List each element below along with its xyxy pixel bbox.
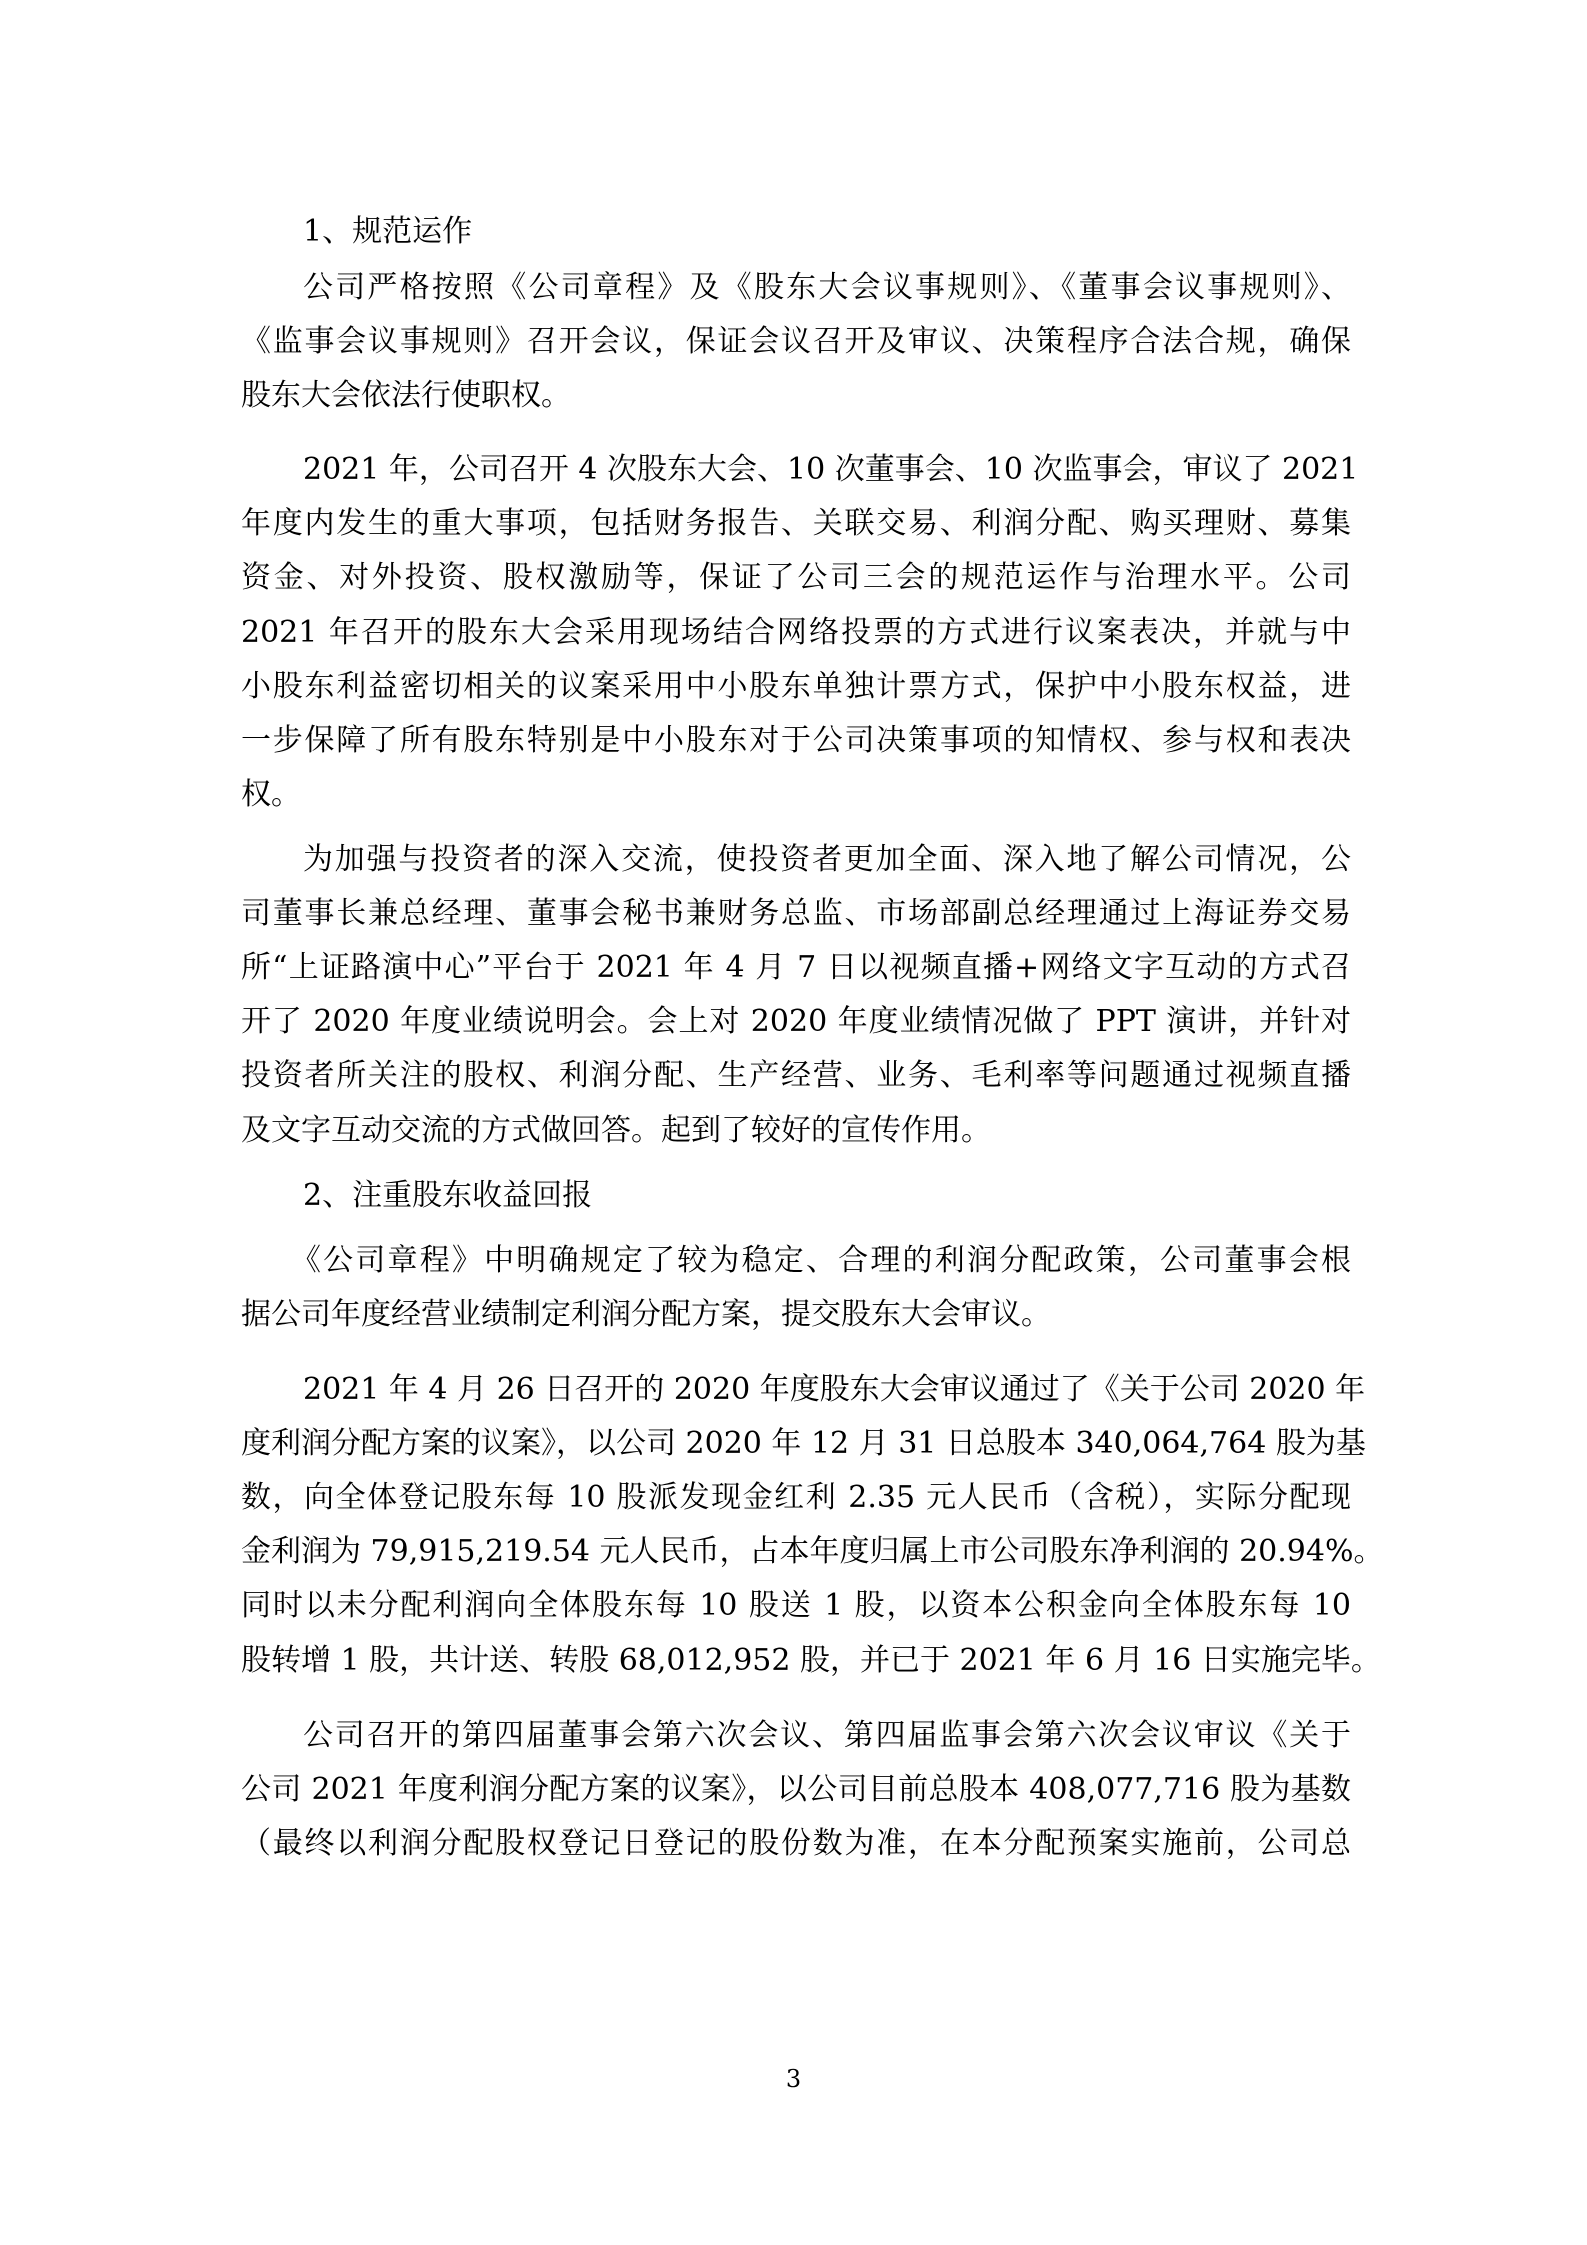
paragraph-line: 2021 年 4 月 26 日召开的 2020 年度股东大会审议通过了《关于公司 2020 年 — [303, 1372, 1366, 1407]
paragraph-line: 开了 2020 年度业绩说明会。会上对 2020 年度业绩情况做了 PPT 演讲，并针对 — [241, 1004, 1351, 1039]
paragraph-line: 投资者所关注的股权、利润分配、生产经营、业务、毛利率等问题通过视频直播 — [241, 1058, 1351, 1093]
paragraph-line: 同时以未分配利润向全体股东每 10 股送 1 股，以资本公积金向全体股东每 10 — [241, 1588, 1351, 1623]
section-heading-2: 2、注重股东收益回报 — [303, 1178, 593, 1213]
paragraph-line: 金利润为 79,915,219.54 元人民币，占本年度归属上市公司股东净利润的 20.94%。 — [241, 1534, 1384, 1569]
paragraph-line: 权。 — [241, 777, 301, 812]
paragraph-line: 年度内发生的重大事项，包括财务报告、关联交易、利润分配、购买理财、募集 — [241, 506, 1351, 541]
paragraph-line: 据公司年度经营业绩制定利润分配方案，提交股东大会审议。 — [241, 1297, 1051, 1332]
paragraph-line: 小股东利益密切相关的议案采用中小股东单独计票方式，保护中小股东权益，进 — [241, 669, 1351, 704]
paragraph-line: 《公司章程》中明确规定了较为稳定、合理的利润分配政策，公司董事会根 — [291, 1243, 1351, 1278]
paragraph-line: 度利润分配方案的议案》，以公司 2020 年 12 月 31 日总股本 340,064,764 股为基 — [241, 1426, 1366, 1461]
paragraph-line: 资金、对外投资、股权激励等，保证了公司三会的规范运作与治理水平。公司 — [241, 560, 1351, 595]
paragraph-line: 公司 2021 年度利润分配方案的议案》，以公司目前总股本 408,077,716 股为基数 — [241, 1772, 1351, 1807]
paragraph-line: 司董事长兼总经理、董事会秘书兼财务总监、市场部副总经理通过上海证券交易 — [241, 896, 1351, 931]
paragraph-line: 2021 年召开的股东大会采用现场结合网络投票的方式进行议案表决，并就与中 — [241, 615, 1351, 650]
paragraph-line: （最终以利润分配股权登记日登记的股份数为准，在本分配预案实施前，公司总 — [241, 1826, 1351, 1861]
paragraph-line: 公司严格按照《公司章程》及《股东大会议事规则》、《董事会议事规则》、 — [303, 270, 1351, 305]
paragraph-line: 为加强与投资者的深入交流，使投资者更加全面、深入地了解公司情况，公 — [303, 842, 1351, 877]
paragraph-line: 股东大会依法行使职权。 — [241, 378, 571, 413]
paragraph-line: 一步保障了所有股东特别是中小股东对于公司决策事项的知情权、参与权和表决 — [241, 723, 1351, 758]
section-heading-1: 1、规范运作 — [303, 214, 473, 249]
paragraph-line: 《监事会议事规则》召开会议，保证会议召开及审议、决策程序合法合规，确保 — [241, 324, 1351, 359]
paragraph-line: 股转增 1 股，共计送、转股 68,012,952 股，并已于 2021 年 6 月 16 日实施完毕。 — [241, 1643, 1381, 1678]
page-number: 3 — [785, 2065, 802, 2093]
paragraph-line: 2021 年，公司召开 4 次股东大会、10 次董事会、10 次监事会，审议了 2021 — [303, 452, 1359, 487]
paragraph-line: 数，向全体登记股东每 10 股派发现金红利 2.35 元人民币（含税），实际分配现 — [241, 1480, 1351, 1515]
paragraph-line: 及文字互动交流的方式做回答。起到了较好的宣传作用。 — [241, 1113, 991, 1148]
paragraph-line: 所“上证路演中心”平台于 2021 年 4 月 7 日以视频直播+网络文字互动的方式召 — [241, 950, 1351, 985]
paragraph-line: 公司召开的第四届董事会第六次会议、第四届监事会第六次会议审议《关于 — [303, 1718, 1351, 1753]
